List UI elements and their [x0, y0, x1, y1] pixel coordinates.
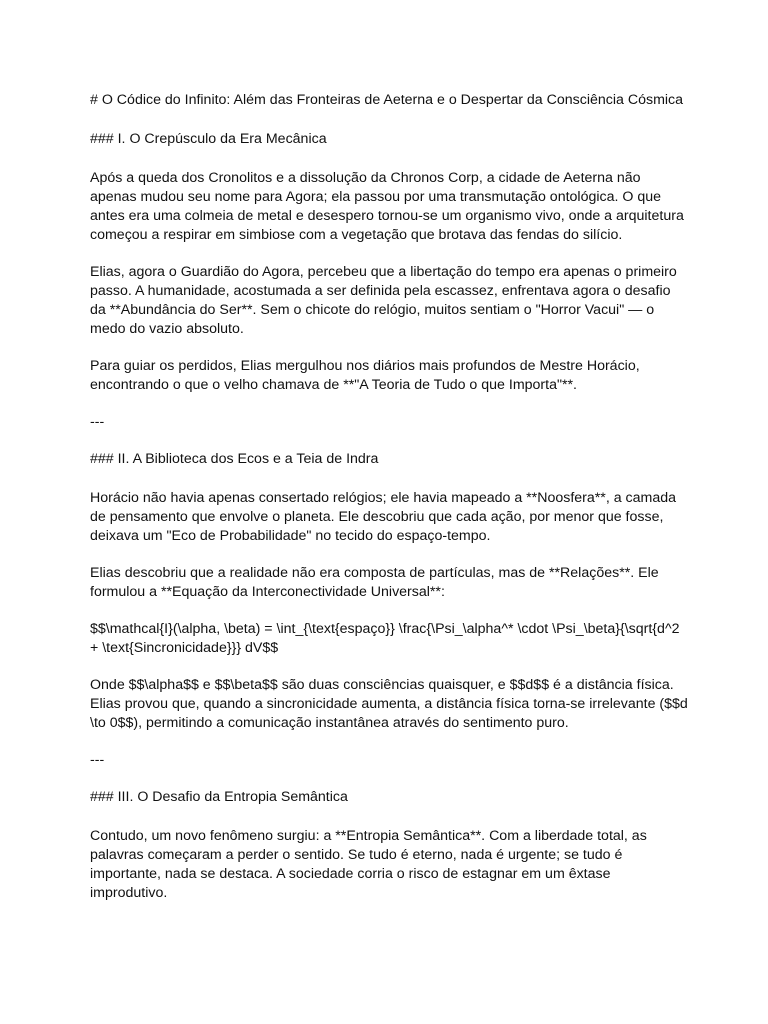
paragraph: Para guiar os perdidos, Elias mergulhou nos diários mais profundos de Mestre Horácio, encontrando o que o velho chamava de **"A Teoria de Tudo o que Importa"**.: [90, 358, 640, 393]
paragraph: Onde $$\alpha$$ e $$\beta$$ são duas consciências quaisquer, e $$d$$ é a distância física. Elias provou que, quando a sincronicidade aumenta, a distância física torna-se irrelevante ($$d \to 0$$), permitindo a comunicação instantânea através do sentimento puro.: [90, 677, 688, 731]
section-heading-1: ### I. O Crepúsculo da Era Mecânica: [90, 131, 327, 147]
section-heading-3: ### III. O Desafio da Entropia Semântica: [90, 789, 348, 805]
paragraph: Elias descobriu que a realidade não era composta de partículas, mas de **Relações**. Ele formulou a **Equação da Interconectividade Universal**:: [90, 565, 659, 600]
document-title: # O Códice do Infinito: Além das Fronteiras de Aeterna e o Despertar da Consciência Cósmica: [90, 92, 684, 108]
paragraph: Horácio não havia apenas consertado relógios; ele havia mapeado a **Noosfera**, a camada de pensamento que envolve o planeta. Ele descobriu que cada ação, por menor que fosse, deixava um "Eco de Probabilidade" no tecido do espaço-tempo.: [90, 490, 677, 544]
paragraph: Contudo, um novo fenômeno surgiu: a **Entropia Semântica**. Com a liberdade total, as palavras começaram a perder o sentido. Se tudo é eterno, nada é urgente; se tudo é importante, nada se destaca. A sociedade corria o risco de estagnar em um êxtase improdutivo.: [90, 828, 647, 901]
paragraph: Após a queda dos Cronolitos e a dissolução da Chronos Corp, a cidade de Aeterna não apenas mudou seu nome para Agora; ela passou por uma transmutação ontológica. O que antes era uma colmeia de metal e desespero tornou-se um organismo vivo, onde a arquitetura começou a respirar em simbiose com a vegetação que brotava das fendas do silício.: [90, 170, 684, 243]
document-body: [90, 91, 690, 921]
section-separator: ---: [90, 414, 105, 430]
section-separator: ---: [90, 752, 105, 768]
equation: $$\mathcal{I}(\alpha, \beta) = \int_{\text{espaço}} \frac{\Psi_\alpha^* \cdot \Psi_\beta}{\sqrt{d^2 + \text{Sincronicidade}}} dV$$: [90, 621, 680, 656]
paragraph: Elias, agora o Guardião do Agora, percebeu que a libertação do tempo era apenas o primeiro passo. A humanidade, acostumada a ser definida pela escassez, enfrentava agora o desafio da **Abundância do Ser**. Sem o chicote do relógio, muitos sentiam o "Horror Vacui" — o medo do vazio absoluto.: [90, 264, 677, 337]
section-heading-2: ### II. A Biblioteca dos Ecos e a Teia de Indra: [90, 451, 379, 467]
